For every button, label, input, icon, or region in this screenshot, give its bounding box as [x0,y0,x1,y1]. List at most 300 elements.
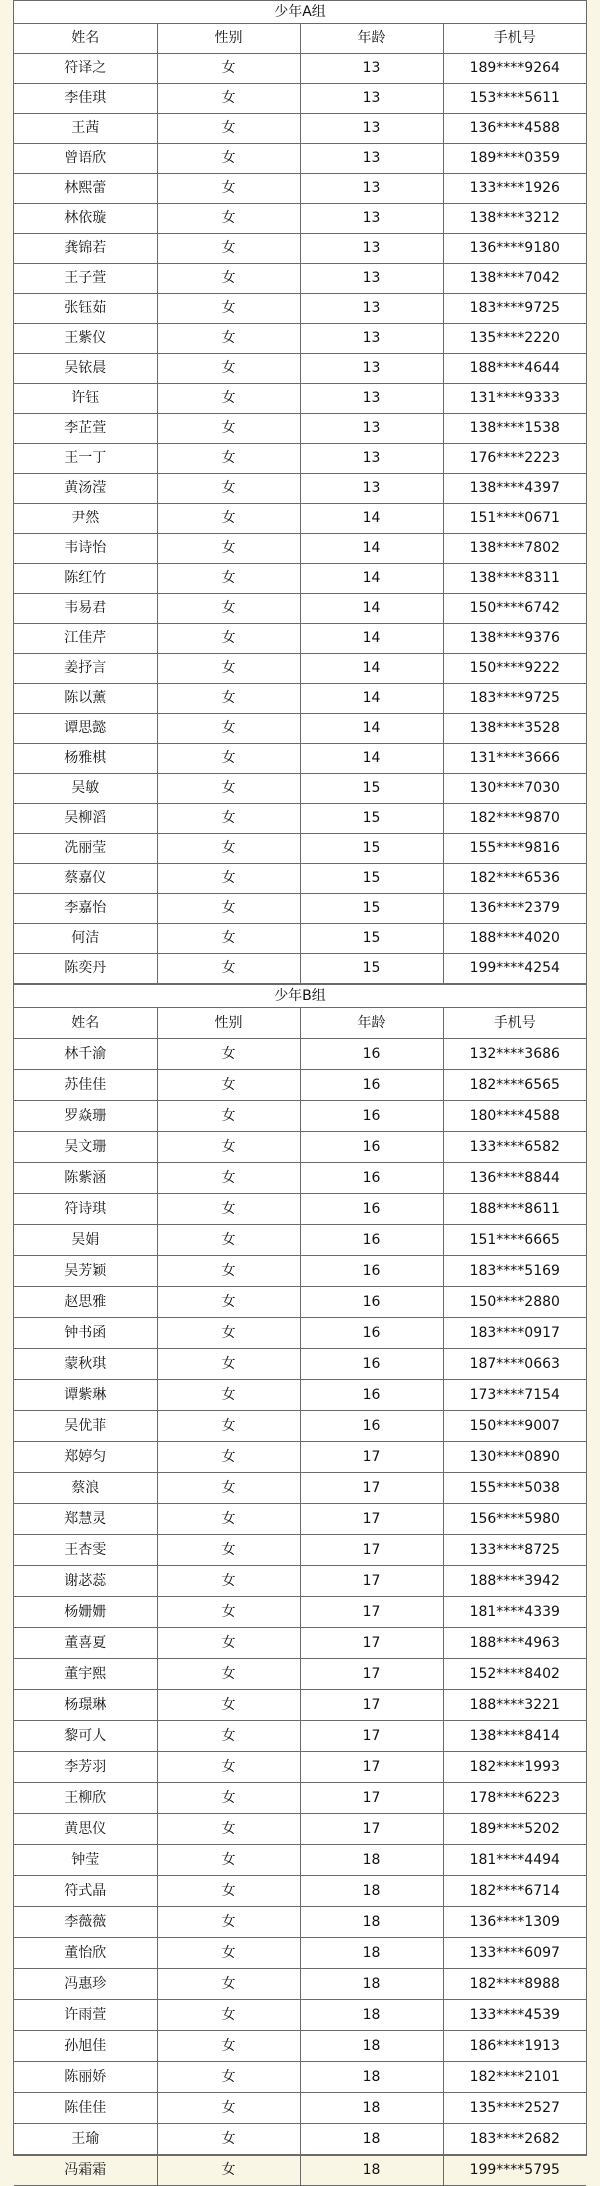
phone-cell: 178****6223 [443,1783,586,1814]
age-cell: 18 [300,2093,443,2124]
phone-cell: 182****6714 [443,1876,586,1907]
gender-cell: 女 [157,54,300,84]
phone-cell: 135****2527 [443,2093,586,2124]
phone-cell: 136****4588 [443,114,586,144]
table-row [14,1163,586,1194]
age-cell: 17 [300,1535,443,1566]
table-header-row [14,1008,586,1039]
gender-cell: 女 [157,1039,300,1070]
gender-cell: 女 [157,444,300,474]
phone-cell: 138****7042 [443,264,586,294]
table-row [14,474,586,504]
table-row [14,114,586,144]
name-cell: 李嘉怡 [14,894,157,924]
name-cell: 李芳羽 [14,1752,157,1783]
table-row [14,1814,586,1845]
age-cell: 13 [300,144,443,174]
name-cell: 吴铱晨 [14,354,157,384]
gender-cell: 女 [157,264,300,294]
age-cell: 17 [300,1473,443,1504]
phone-cell: 182****1993 [443,1752,586,1783]
table-row [14,1194,586,1225]
name-cell: 许雨萱 [14,2000,157,2031]
group-b-title: 少年B组 [14,985,586,1008]
phone-cell: 133****6097 [443,1938,586,1969]
gender-cell: 女 [157,1442,300,1473]
gender-cell: 女 [157,1659,300,1690]
gender-cell: 女 [157,1225,300,1256]
gender-cell: 女 [157,1256,300,1287]
table-row [14,1597,586,1628]
table-row [14,1101,586,1132]
phone-cell: 183****5169 [443,1256,586,1287]
name-cell: 吴芳颖 [14,1256,157,1287]
age-cell: 18 [300,2062,443,2093]
gender-cell: 女 [157,564,300,594]
age-cell: 14 [300,564,443,594]
table-row [14,1535,586,1566]
name-cell: 黎可人 [14,1721,157,1752]
gender-cell: 女 [157,1907,300,1938]
name-cell: 王紫仪 [14,324,157,354]
table-row [14,624,586,654]
name-cell: 符诗琪 [14,1194,157,1225]
age-cell: 14 [300,684,443,714]
age-cell: 15 [300,834,443,864]
gender-cell: 女 [157,474,300,504]
name-cell: 陈以薰 [14,684,157,714]
table-row [14,2031,586,2062]
age-cell: 16 [300,1349,443,1380]
name-cell: 陈红竹 [14,564,157,594]
gender-cell: 女 [157,864,300,894]
phone-cell: 138****1538 [443,414,586,444]
phone-cell: 188****3221 [443,1690,586,1721]
table-row [14,1659,586,1690]
table-row [14,594,586,624]
age-cell: 14 [300,714,443,744]
table-row [14,1783,586,1814]
age-cell: 15 [300,924,443,954]
age-cell: 17 [300,1566,443,1597]
phone-cell: 138****9376 [443,624,586,654]
header-phone: 手机号 [443,1008,586,1039]
table-row [14,1318,586,1349]
table-row [14,1442,586,1473]
phone-cell: 182****8988 [443,1969,586,2000]
age-cell: 14 [300,594,443,624]
name-cell: 王瑜 [14,2124,157,2155]
name-cell: 董怡欣 [14,1938,157,1969]
header-gender: 性别 [157,1008,300,1039]
name-cell: 李芷萱 [14,414,157,444]
age-cell: 14 [300,624,443,654]
gender-cell: 女 [157,1287,300,1318]
name-cell: 林千渝 [14,1039,157,1070]
phone-cell: 136****1309 [443,1907,586,1938]
name-cell: 王柳欣 [14,1783,157,1814]
gender-cell: 女 [157,1163,300,1194]
phone-cell: 152****8402 [443,1659,586,1690]
group-b-table [13,984,587,2178]
header-name: 姓名 [14,24,157,54]
header-age: 年龄 [300,1008,443,1039]
phone-cell: 189****0359 [443,144,586,174]
gender-cell: 女 [157,714,300,744]
phone-cell: 187****0663 [443,1349,586,1380]
name-cell: 符式晶 [14,1876,157,1907]
gender-cell: 女 [157,1504,300,1535]
age-cell: 17 [300,1690,443,1721]
age-cell: 17 [300,1504,443,1535]
name-cell: 林依璇 [14,204,157,234]
phone-cell: 138****8311 [443,564,586,594]
gender-cell: 女 [157,1969,300,2000]
gender-cell: 女 [157,1597,300,1628]
phone-cell: 136****9180 [443,234,586,264]
phone-cell: 131****3666 [443,744,586,774]
name-cell: 李佳琪 [14,84,157,114]
table-row [14,174,586,204]
gender-cell: 女 [157,834,300,864]
name-cell: 龚锦若 [14,234,157,264]
gender-cell: 女 [157,414,300,444]
name-cell: 韦易君 [14,594,157,624]
phone-cell: 176****2223 [443,444,586,474]
gender-cell: 女 [157,1194,300,1225]
age-cell: 17 [300,1814,443,1845]
gender-cell: 女 [157,234,300,264]
age-cell: 16 [300,1101,443,1132]
table-row [14,1907,586,1938]
table-row [14,2093,586,2124]
phone-cell: 182****6565 [443,1070,586,1101]
phone-cell: 133****4539 [443,2000,586,2031]
gender-cell: 女 [157,2000,300,2031]
age-cell: 16 [300,1287,443,1318]
phone-cell: 182****2101 [443,2062,586,2093]
gender-cell: 女 [157,504,300,534]
age-cell: 14 [300,744,443,774]
age-cell: 16 [300,1256,443,1287]
group-a-title: 少年A组 [14,1,586,24]
gender-cell: 女 [157,84,300,114]
phone-cell: 133****6582 [443,1132,586,1163]
age-cell: 14 [300,534,443,564]
name-cell: 陈丽娇 [14,2062,157,2093]
age-cell: 13 [300,204,443,234]
phone-cell: 136****2379 [443,894,586,924]
name-cell: 孙旭佳 [14,2031,157,2062]
name-cell: 许钰 [14,384,157,414]
phone-cell: 132****3686 [443,1039,586,1070]
name-cell: 尹然 [14,504,157,534]
name-cell: 李薇薇 [14,1907,157,1938]
phone-cell: 150****2880 [443,1287,586,1318]
table-row [14,1132,586,1163]
age-cell: 15 [300,864,443,894]
phone-cell: 155****5038 [443,1473,586,1504]
gender-cell: 女 [157,924,300,954]
header-name: 姓名 [14,1008,157,1039]
name-cell: 姜抒言 [14,654,157,684]
table-row [14,1349,586,1380]
name-cell: 冯惠珍 [14,1969,157,2000]
table-row [14,1287,586,1318]
phone-cell: 150****9222 [443,654,586,684]
phone-cell: 180****4588 [443,1101,586,1132]
table-row [14,1473,586,1504]
name-cell: 钟莹 [14,1845,157,1876]
age-cell: 13 [300,354,443,384]
name-cell: 冯霜霜 [14,2155,157,2186]
table-row [14,414,586,444]
gender-cell: 女 [157,1876,300,1907]
gender-cell: 女 [157,1814,300,1845]
name-cell: 江佳芹 [14,624,157,654]
phone-cell: 150****9007 [443,1411,586,1442]
phone-cell: 130****0890 [443,1442,586,1473]
name-cell: 谢苾蕊 [14,1566,157,1597]
age-cell: 13 [300,294,443,324]
group-a-grid [14,24,586,984]
name-cell: 冼丽莹 [14,834,157,864]
gender-cell: 女 [157,1132,300,1163]
table-row [14,1039,586,1070]
phone-cell: 136****8844 [443,1163,586,1194]
age-cell: 16 [300,1318,443,1349]
phone-cell: 189****9264 [443,54,586,84]
gender-cell: 女 [157,534,300,564]
age-cell: 13 [300,84,443,114]
phone-cell: 156****5980 [443,1504,586,1535]
age-cell: 18 [300,1876,443,1907]
gender-cell: 女 [157,1721,300,1752]
age-cell: 14 [300,504,443,534]
table-row [14,1380,586,1411]
age-cell: 18 [300,1938,443,1969]
age-cell: 17 [300,1752,443,1783]
age-cell: 17 [300,1783,443,1814]
table-row [14,444,586,474]
phone-cell: 188****4963 [443,1628,586,1659]
phone-cell: 188****8611 [443,1194,586,1225]
table-row [14,804,586,834]
table-row [14,954,586,984]
name-cell: 王杏雯 [14,1535,157,1566]
name-cell: 杨姗姗 [14,1597,157,1628]
phone-cell: 130****7030 [443,774,586,804]
age-cell: 16 [300,1380,443,1411]
table-row [14,2124,586,2155]
name-cell: 陈奕丹 [14,954,157,984]
gender-cell: 女 [157,294,300,324]
age-cell: 18 [300,1907,443,1938]
age-cell: 17 [300,1659,443,1690]
name-cell: 王子萱 [14,264,157,294]
age-cell: 16 [300,1225,443,1256]
table-row [14,714,586,744]
gender-cell: 女 [157,1380,300,1411]
table-row [14,54,586,84]
table-row [14,1504,586,1535]
name-cell: 苏佳佳 [14,1070,157,1101]
table-row [14,1566,586,1597]
gender-cell: 女 [157,144,300,174]
phone-cell: 199****5795 [443,2155,586,2186]
table-row [14,1752,586,1783]
gender-cell: 女 [157,1783,300,1814]
name-cell: 董喜夏 [14,1628,157,1659]
phone-cell: 199****4254 [443,954,586,984]
phone-cell: 133****1926 [443,174,586,204]
age-cell: 13 [300,234,443,264]
age-cell: 17 [300,1628,443,1659]
table-row [14,1938,586,1969]
gender-cell: 女 [157,2155,300,2186]
name-cell: 蔡嘉仪 [14,864,157,894]
name-cell: 黄思仪 [14,1814,157,1845]
phone-cell: 131****9333 [443,384,586,414]
age-cell: 13 [300,264,443,294]
group-a-table [13,0,587,984]
name-cell: 谭紫琳 [14,1380,157,1411]
phone-cell: 138****3528 [443,714,586,744]
phone-cell: 153****5611 [443,84,586,114]
table-row [14,2062,586,2093]
gender-cell: 女 [157,1318,300,1349]
header-phone: 手机号 [443,24,586,54]
gender-cell: 女 [157,204,300,234]
age-cell: 13 [300,114,443,144]
name-cell: 林熙蕾 [14,174,157,204]
table-row [14,1969,586,2000]
age-cell: 17 [300,1442,443,1473]
name-cell: 董宇熙 [14,1659,157,1690]
gender-cell: 女 [157,1752,300,1783]
phone-cell: 150****6742 [443,594,586,624]
age-cell: 18 [300,2031,443,2062]
table-row [14,744,586,774]
phone-cell: 135****2220 [443,324,586,354]
phone-cell: 173****7154 [443,1380,586,1411]
age-cell: 16 [300,1039,443,1070]
table-row [14,1411,586,1442]
gender-cell: 女 [157,174,300,204]
table-row [14,684,586,714]
table-row [14,834,586,864]
table-row [14,534,586,564]
phone-cell: 183****9725 [443,684,586,714]
gender-cell: 女 [157,1628,300,1659]
gender-cell: 女 [157,1473,300,1504]
name-cell: 陈紫涵 [14,1163,157,1194]
gender-cell: 女 [157,2031,300,2062]
table-row [14,1256,586,1287]
header-gender: 性别 [157,24,300,54]
phone-cell: 182****6536 [443,864,586,894]
gender-cell: 女 [157,1566,300,1597]
phone-cell: 155****9816 [443,834,586,864]
phone-cell: 138****7802 [443,534,586,564]
name-cell: 陈佳佳 [14,2093,157,2124]
gender-cell: 女 [157,114,300,144]
age-cell: 17 [300,1597,443,1628]
name-cell: 吴文珊 [14,1132,157,1163]
phone-cell: 181****4339 [443,1597,586,1628]
age-cell: 16 [300,1132,443,1163]
gender-cell: 女 [157,684,300,714]
table-row [14,2155,586,2186]
name-cell: 钟书函 [14,1318,157,1349]
phone-cell: 138****3212 [443,204,586,234]
age-cell: 13 [300,384,443,414]
table-row [14,1690,586,1721]
gender-cell: 女 [157,384,300,414]
table-row [14,504,586,534]
gender-cell: 女 [157,1690,300,1721]
name-cell: 吴优菲 [14,1411,157,1442]
name-cell: 郑婷匀 [14,1442,157,1473]
name-cell: 王茜 [14,114,157,144]
phone-cell: 138****8414 [443,1721,586,1752]
phone-cell: 138****4397 [443,474,586,504]
age-cell: 15 [300,954,443,984]
age-cell: 18 [300,2124,443,2155]
phone-cell: 183****2682 [443,2124,586,2155]
name-cell: 黄汤滢 [14,474,157,504]
phone-cell: 133****8725 [443,1535,586,1566]
age-cell: 13 [300,324,443,354]
age-cell: 13 [300,444,443,474]
name-cell: 赵思雅 [14,1287,157,1318]
name-cell: 郑慧灵 [14,1504,157,1535]
gender-cell: 女 [157,2124,300,2155]
age-cell: 18 [300,1969,443,2000]
gender-cell: 女 [157,1535,300,1566]
age-cell: 18 [300,2000,443,2031]
gender-cell: 女 [157,894,300,924]
table-row [14,924,586,954]
gender-cell: 女 [157,654,300,684]
group-b-grid [14,1008,586,2186]
table-row [14,84,586,114]
phone-cell: 151****0671 [443,504,586,534]
table-row [14,564,586,594]
name-cell: 吴娟 [14,1225,157,1256]
gender-cell: 女 [157,1101,300,1132]
gender-cell: 女 [157,324,300,354]
gender-cell: 女 [157,354,300,384]
table-row [14,324,586,354]
table-row [14,894,586,924]
age-cell: 15 [300,774,443,804]
name-cell: 符译之 [14,54,157,84]
phone-cell: 151****6665 [443,1225,586,1256]
age-cell: 13 [300,54,443,84]
age-cell: 13 [300,414,443,444]
age-cell: 15 [300,804,443,834]
table-row [14,144,586,174]
gender-cell: 女 [157,624,300,654]
gender-cell: 女 [157,2062,300,2093]
age-cell: 18 [300,2155,443,2186]
gender-cell: 女 [157,804,300,834]
table-header-row [14,24,586,54]
gender-cell: 女 [157,1845,300,1876]
table-row [14,864,586,894]
table-row [14,1721,586,1752]
